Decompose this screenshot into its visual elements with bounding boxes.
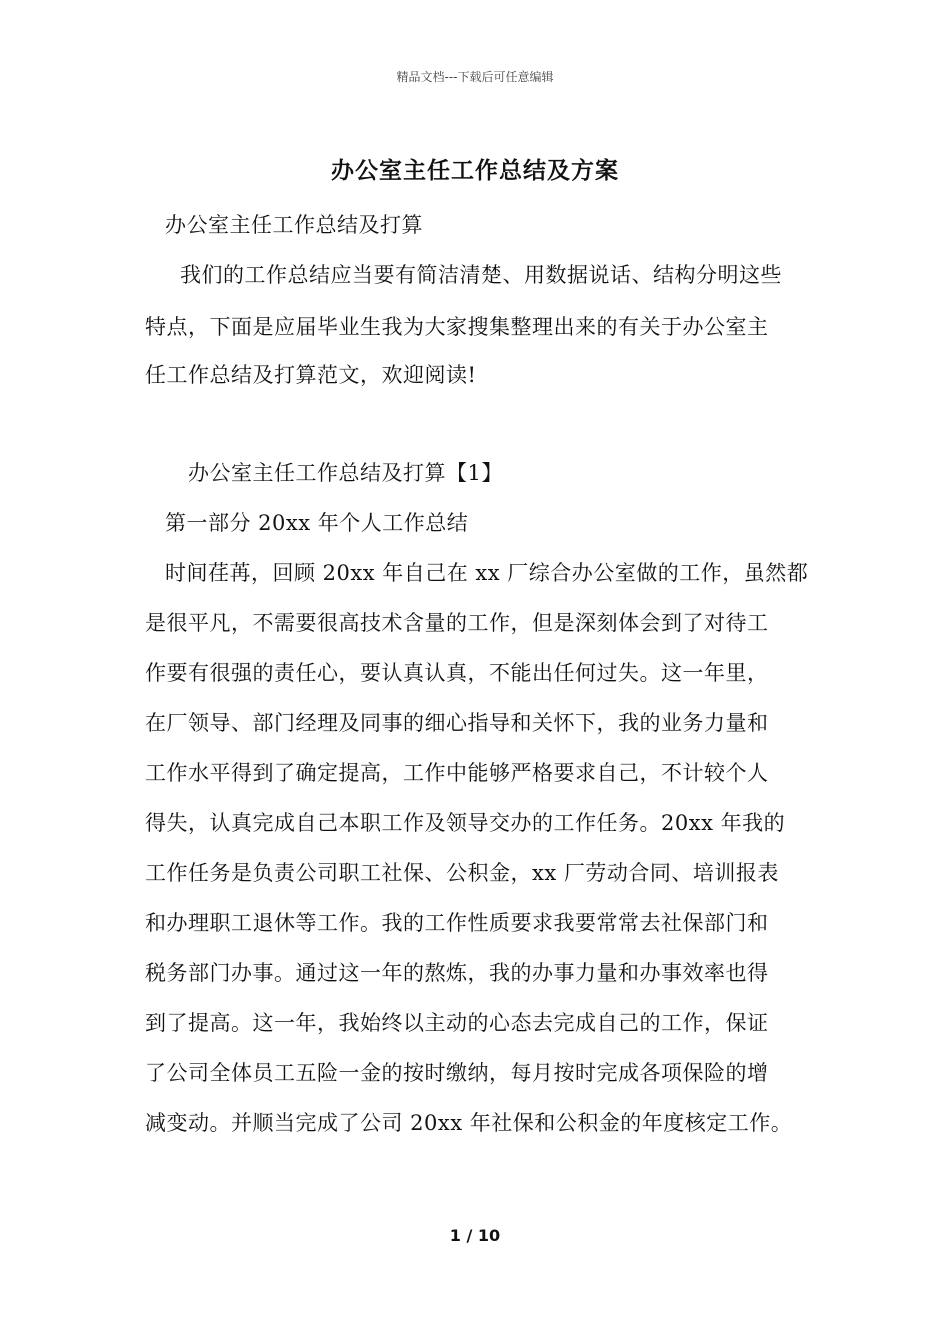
header-note: 精品文档---下载后可任意编辑 [396, 70, 554, 84]
body-line: 是很平凡，不需要很高技术含量的工作，但是深刻体会到了对待工 [145, 611, 769, 635]
body-line: 得失，认真完成自己本职工作及领导交办的工作任务。20xx 年我的 [145, 811, 786, 835]
body-line: 作要有很强的责任心，要认真认真，不能出任何过失。这一年里， [145, 661, 769, 685]
body-line: 减变动。并顺当完成了公司 20xx 年社保和公积金的年度核定工作。 [145, 1111, 793, 1135]
intro-line: 任工作总结及打算范文，欢迎阅读! [145, 363, 477, 387]
body-line: 和办理职工退休等工作。我的工作性质要求我要常常去社保部门和 [145, 911, 769, 935]
intro-line: 我们的工作总结应当要有简洁清楚、用数据说话、结构分明这些 [180, 263, 782, 287]
intro-line: 特点，下面是应届毕业生我为大家搜集整理出来的有关于办公室主 [145, 315, 769, 339]
section-heading: 办公室主任工作总结及打算【1】 [188, 461, 503, 485]
body-line: 工作水平得到了确定提高，工作中能够严格要求自己，不计较个人 [145, 761, 769, 785]
body-line: 税务部门办事。通过这一年的熬炼，我的办事力量和办事效率也得 [145, 961, 769, 985]
body-line: 时间荏苒，回顾 20xx 年自己在 xx 厂综合办公室做的工作，虽然都 [165, 561, 809, 585]
page-indicator: 1 / 10 [449, 1226, 501, 1245]
body-line: 在厂领导、部门经理及同事的细心指导和关怀下，我的业务力量和 [145, 711, 769, 735]
body-line: 到了提高。这一年，我始终以主动的心态去完成自己的工作，保证 [145, 1011, 769, 1035]
body-line: 了公司全体员工五险一金的按时缴纳，每月按时完成各项保险的增 [145, 1061, 769, 1085]
part-heading: 第一部分 20xx 年个人工作总结 [165, 511, 469, 535]
subtitle: 办公室主任工作总结及打算 [165, 213, 423, 237]
document-title: 办公室主任工作总结及方案 [331, 157, 619, 184]
body-line: 工作任务是负责公司职工社保、公积金，xx 厂劳动合同、培训报表 [145, 861, 779, 885]
